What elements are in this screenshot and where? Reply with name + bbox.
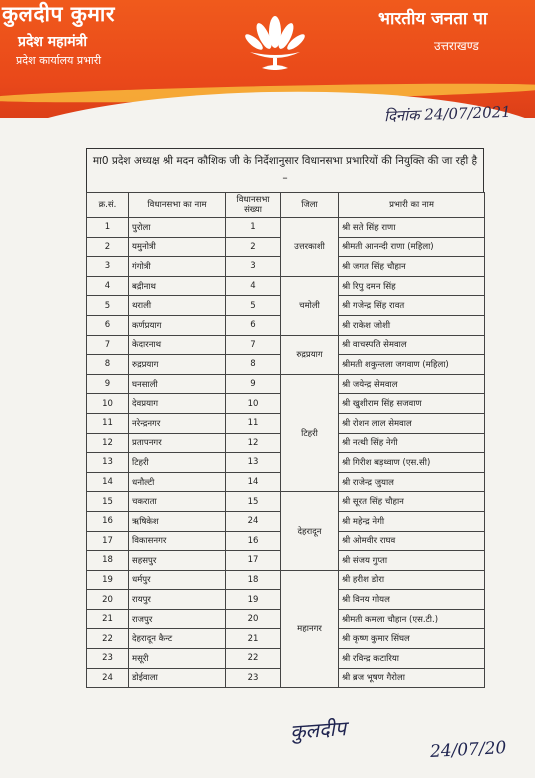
table-row	[87, 374, 485, 394]
row-assembly-number: 2	[226, 237, 281, 257]
row-incharge-name: श्री हरीश डोरा	[339, 570, 485, 590]
state-name: उत्तराखण्ड	[434, 39, 479, 53]
column-header-sn: क्र.सं.	[87, 193, 129, 218]
row-assembly-number: 7	[226, 335, 281, 355]
row-incharge-name: श्री राजेन्द्र जुयाल	[339, 472, 485, 492]
row-assembly-name: सहसपुर	[129, 551, 226, 571]
row-incharge-name: श्रीमती आनन्दी राणा (महिला)	[339, 237, 485, 257]
table-row	[87, 276, 485, 296]
row-assembly-number: 23	[226, 668, 281, 688]
row-serial: 17	[87, 531, 129, 551]
row-incharge-name: श्री नत्थी सिंह नेगी	[339, 433, 485, 453]
row-incharge-name: श्रीमती शकुन्तला जगवाण (महिला)	[339, 355, 485, 375]
row-assembly-name: धर्मपुर	[129, 570, 226, 590]
row-incharge-name: श्री ओमवीर राघव	[339, 531, 485, 551]
row-serial: 20	[87, 590, 129, 610]
row-incharge-name: श्री गिरीश बड़थ्वाण (एस.सी)	[339, 453, 485, 473]
row-incharge-name: श्री महेन्द्र नेगी	[339, 511, 485, 531]
row-assembly-number: 14	[226, 472, 281, 492]
row-district: देहरादून	[281, 492, 339, 570]
row-serial: 18	[87, 551, 129, 571]
row-assembly-number: 19	[226, 590, 281, 610]
row-assembly-number: 16	[226, 531, 281, 551]
row-incharge-name: श्री सते सिंह राणा	[339, 218, 485, 238]
table-row	[87, 570, 485, 590]
column-header-district: जिला	[281, 193, 339, 218]
row-serial: 11	[87, 413, 129, 433]
table-row	[87, 218, 485, 238]
row-assembly-number: 8	[226, 355, 281, 375]
row-incharge-name: श्री ब्रज भूषण गैरोला	[339, 668, 485, 688]
row-serial: 15	[87, 492, 129, 512]
row-serial: 1	[87, 218, 129, 238]
row-incharge-name: श्री गजेन्द्र सिंह रावत	[339, 296, 485, 316]
column-header-assembly: विधानसभा का नाम	[129, 193, 226, 218]
sender-subtitle: प्रदेश कार्यालय प्रभारी	[16, 54, 102, 67]
row-serial: 19	[87, 570, 129, 590]
row-assembly-number: 5	[226, 296, 281, 316]
row-incharge-name: श्री राकेश जोशी	[339, 315, 485, 335]
row-incharge-name: श्री खुशीराम सिंह सजवाण	[339, 394, 485, 414]
row-assembly-name: विकासनगर	[129, 531, 226, 551]
row-assembly-number: 20	[226, 609, 281, 629]
row-incharge-name: श्री रविन्द्र कटारिया	[339, 649, 485, 669]
document-title: मा0 प्रदेश अध्यक्ष श्री मदन कौशिक जी के निर्देशानुसार विधानसभा प्रभारियों की नियुक्ति की जा रही है –	[86, 148, 484, 192]
row-serial: 7	[87, 335, 129, 355]
row-assembly-number: 22	[226, 649, 281, 669]
sender-name: कुलदीप कुमार	[2, 2, 115, 26]
appointments-table	[86, 192, 485, 688]
row-serial: 22	[87, 629, 129, 649]
handwritten-date: दिनांक 24/07/2021	[383, 102, 512, 126]
row-assembly-name: देहरादून कैन्ट	[129, 629, 226, 649]
row-assembly-number: 12	[226, 433, 281, 453]
row-assembly-name: रायपुर	[129, 590, 226, 610]
row-assembly-number: 13	[226, 453, 281, 473]
row-serial: 13	[87, 453, 129, 473]
row-district: रुद्रप्रयाग	[281, 335, 339, 374]
row-incharge-name: श्री कृष्ण कुमार सिंघल	[339, 629, 485, 649]
row-assembly-name: राजपुर	[129, 609, 226, 629]
row-assembly-name: यमुनोत्री	[129, 237, 226, 257]
row-assembly-number: 9	[226, 374, 281, 394]
lotus-icon	[240, 12, 310, 78]
row-serial: 14	[87, 472, 129, 492]
row-assembly-name: गंगोत्री	[129, 257, 226, 277]
row-assembly-name: कर्णप्रयाग	[129, 315, 226, 335]
row-serial: 24	[87, 668, 129, 688]
row-incharge-name: श्रीमती कमला चौहान (एस.टी.)	[339, 609, 485, 629]
row-assembly-number: 4	[226, 276, 281, 296]
row-assembly-number: 17	[226, 551, 281, 571]
row-assembly-number: 3	[226, 257, 281, 277]
row-serial: 5	[87, 296, 129, 316]
row-serial: 4	[87, 276, 129, 296]
row-serial: 16	[87, 511, 129, 531]
row-assembly-number: 11	[226, 413, 281, 433]
row-assembly-name: थराली	[129, 296, 226, 316]
row-assembly-name: ऋषिकेश	[129, 511, 226, 531]
column-header-number: विधानसभा संख्या	[226, 193, 281, 218]
row-incharge-name: श्री जयेन्द्र सेमवाल	[339, 374, 485, 394]
row-serial: 6	[87, 315, 129, 335]
sender-designation: प्रदेश महामंत्री	[18, 34, 87, 50]
row-assembly-number: 6	[226, 315, 281, 335]
row-serial: 3	[87, 257, 129, 277]
row-assembly-name: डोईवाला	[129, 668, 226, 688]
row-assembly-name: केदारनाथ	[129, 335, 226, 355]
row-incharge-name: श्री रोशन लाल सेमवाल	[339, 413, 485, 433]
table-header-row	[87, 193, 485, 218]
row-incharge-name: श्री संजय गुप्ता	[339, 551, 485, 571]
column-header-incharge: प्रभारी का नाम	[339, 193, 485, 218]
row-assembly-number: 24	[226, 511, 281, 531]
row-serial: 12	[87, 433, 129, 453]
table-body	[87, 218, 485, 688]
row-assembly-number: 1	[226, 218, 281, 238]
row-incharge-name: श्री सूरत सिंह चौहान	[339, 492, 485, 512]
row-incharge-name: श्री जगत सिंह चौहान	[339, 257, 485, 277]
row-assembly-name: नरेन्द्रनगर	[129, 413, 226, 433]
row-serial: 21	[87, 609, 129, 629]
row-assembly-name: प्रतापनगर	[129, 433, 226, 453]
letterhead	[0, 0, 535, 118]
table-row	[87, 335, 485, 355]
row-district: महानगर	[281, 570, 339, 688]
sender-block	[2, 2, 115, 68]
row-assembly-number: 15	[226, 492, 281, 512]
row-assembly-name: मसूरी	[129, 649, 226, 669]
row-incharge-name: श्री रिपु दमन सिंह	[339, 276, 485, 296]
row-assembly-name: बद्रीनाथ	[129, 276, 226, 296]
row-incharge-name: श्री विनय गोयल	[339, 590, 485, 610]
row-serial: 10	[87, 394, 129, 414]
row-serial: 8	[87, 355, 129, 375]
row-incharge-name: श्री वाचस्पति सेमवाल	[339, 335, 485, 355]
row-assembly-name: घनसाली	[129, 374, 226, 394]
row-serial: 9	[87, 374, 129, 394]
row-assembly-number: 10	[226, 394, 281, 414]
table-row	[87, 492, 485, 512]
party-block	[378, 6, 487, 54]
party-name: भारतीय जनता पा	[378, 9, 488, 29]
row-assembly-number: 21	[226, 629, 281, 649]
row-serial: 2	[87, 237, 129, 257]
row-assembly-name: धनौल्टी	[129, 472, 226, 492]
row-district: चमोली	[281, 276, 339, 335]
row-district: उत्तरकाशी	[281, 218, 339, 277]
row-district: टिहरी	[281, 374, 339, 492]
row-assembly-name: चकराता	[129, 492, 226, 512]
row-assembly-name: देवप्रयाग	[129, 394, 226, 414]
row-assembly-name: रुद्रप्रयाग	[129, 355, 226, 375]
row-assembly-name: पुरोला	[129, 218, 226, 238]
signature-date: 24/07/20	[429, 738, 507, 762]
signature: कुलदीप	[289, 716, 347, 744]
row-serial: 23	[87, 649, 129, 669]
row-assembly-name: टिहरी	[129, 453, 226, 473]
row-assembly-number: 18	[226, 570, 281, 590]
